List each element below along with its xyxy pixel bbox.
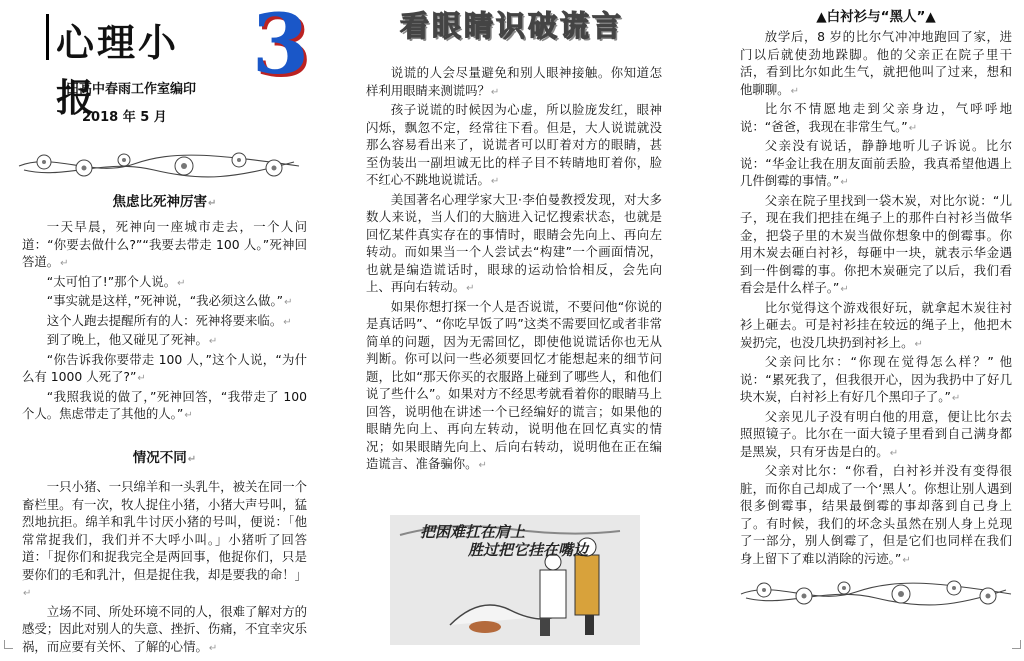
paragraph-mark: ↵ bbox=[23, 588, 32, 599]
paragraph-mark: ↵ bbox=[137, 373, 146, 384]
cartoon-caption-line2: 胜过把它挂在嘴边 bbox=[468, 541, 589, 559]
paragraph-mark: ↵ bbox=[490, 86, 500, 98]
cartoon-image bbox=[390, 515, 640, 645]
paragraph-mark: ↵ bbox=[889, 447, 899, 459]
paragraph-mark: ↵ bbox=[177, 277, 186, 289]
paragraph: “你告诉我你要带走 100 人，”这个人说，“为什么有 1000 人死了?”↵ bbox=[22, 351, 307, 384]
paragraph-mark: ↵ bbox=[466, 283, 475, 294]
paragraph: 美国著名心理学家大卫·李伯曼教授发现，对大多数人来说，当人们的大脑进入记忆搜索状态，也就是回忆某件真实存在的事情时，眼睛会先向上、再向左转动。而如果当一个人尝试去“构建”一个画面情况，也就是编造谎话时，眼球的运动恰恰相反，会先向上、再向右转动。↵ bbox=[366, 191, 662, 294]
paragraph: 父亲没有说话，静静地听儿子诉说。比尔说：“华金让我在朋友面前丢脸，我真希望他遇上几件倒霉的事情。”↵ bbox=[740, 138, 1012, 188]
paragraph-mark: ↵ bbox=[840, 177, 849, 188]
paragraph-mark: ↵ bbox=[208, 642, 218, 654]
story-eyes bbox=[366, 64, 662, 475]
paragraph-mark: ↵ bbox=[914, 338, 923, 350]
editor-line: 田高中春雨工作室编印 bbox=[66, 82, 197, 97]
paragraph-mark: ↵ bbox=[284, 297, 293, 308]
story-anxiety bbox=[22, 190, 307, 425]
paragraph-mark: ↵ bbox=[184, 410, 193, 421]
title-bar bbox=[46, 14, 49, 60]
paragraph-mark: ↵ bbox=[208, 336, 218, 347]
paragraph-mark: ↵ bbox=[840, 284, 849, 295]
paragraph-mark: ↵ bbox=[60, 258, 69, 269]
paragraph: “太可怕了!”那个人说。↵ bbox=[46, 273, 186, 289]
paragraph-mark: ↵ bbox=[790, 85, 799, 97]
paragraph-mark: ↵ bbox=[283, 316, 292, 328]
paragraph: 父亲在院子里找到一袋木炭，对比尔说：“儿子，现在我们把挂在绳子上的那件白衬衫当做华金，把袋子里的木炭当做你想象中的倒霉事。你用木炭去砸白衬衫，每砸中一块，就表示华金遇到一件倒霉的事。你把木炭砸完了以后，我们看看会是什么样子。”↵ bbox=[740, 192, 1012, 295]
story-shirt bbox=[740, 28, 1012, 569]
story-different bbox=[22, 446, 307, 657]
paragraph: 父亲问比尔：“你现在觉得怎么样？” 他说：“累死我了，但我很开心，因为我扔中了好几块木炭，白衬衫上有好几个黑印子了。”↵ bbox=[740, 354, 1012, 404]
paragraph: 放学后，8 岁的比尔气冲冲地跑回了家，进门以后就使劲地跺脚。他的父亲正在院子里干活，看到比尔如此生气，就把他叫了过来，想和他聊聊。↵ bbox=[740, 29, 1012, 97]
paragraph-mark: ↵ bbox=[908, 122, 918, 134]
paragraph: 比尔觉得这个游戏很好玩，就拿起木炭往衬衫上砸去。可是衬衫挂在较远的绳子上，他把木炭扔完，也没几块扔到衬衫上。↵ bbox=[740, 299, 1012, 350]
paragraph: 这个人跑去提醒所有的人：死神将要来临。↵ bbox=[46, 312, 292, 328]
paragraph: 一天早晨，死神向一座城市走去，一个人问道：“你要去做什么?”“我要去带走 100 人。”死神回答道。↵ bbox=[22, 219, 307, 269]
cartoon-caption-line1: 把困难扛在肩上 bbox=[420, 523, 526, 541]
paragraph: 父亲对比尔：“你看，白衬衫并没有变得很脏，而你自己却成了一个‘黑人’。你想让别人遇到很多倒霉事，结果最倒霉的事却落到自己身上了。有时候，我们的坏念头虽然在别人身上兑现了一部分，别人倒霉了，但是它们也同样在我们身上留下了难以消除的污迹。”↵ bbox=[740, 463, 1012, 566]
issue-number: 3 bbox=[252, 0, 310, 93]
floral-divider-bottom bbox=[736, 572, 1016, 614]
paragraph: 如果你想打探一个人是否说谎，不要问他“你说的是真话吗”、“你吃早饭了吗”这类不需要回忆或者非常简单的问题，因为无需回忆，即使他说谎话你也无从判断。你可以问一些必须要回忆才能想起来的细节问题，比如“那天你买的衣服路上碰到了哪些人，和他们说了些什么”。如果对方不经思考就看着你的眼睛马上回答，说明他在讲述一个已经编好的谎言；如果他的眼睛先向上、再向左转动，说明他在回忆真实的情况；如果眼睛先向上、后向右转动，说明他在正在编造谎言、准备骗你。↵ bbox=[366, 298, 662, 471]
story-title-eyes: 看眼睛识破谎言 bbox=[400, 9, 625, 43]
paragraph: “我照我说的做了，”死神回答，“我带走了 100 个人。焦虑带走了其他的人。”↵ bbox=[22, 388, 307, 421]
paragraph: 一只小猪、一只绵羊和一头乳牛，被关在同一个畜栏里。有一次，牧人捉住小猪，小猪大声号叫，猛烈地抗拒。绵羊和乳牛讨厌小猪的号叫，便说：「他常常捉我们，我们并不大呼小叫。」小猪听了回答道：「捉你们和捉我完全是两回事，他捉你们，只是要你们的毛和乳汁，但是捉住我，却是要我的命！」↵ bbox=[22, 479, 307, 599]
paragraph: 比尔不情愿地走到父亲身边，气呼呼地说：“爸爸，我现在非常生气。”↵ bbox=[740, 101, 1012, 134]
crop-mark-bottom-left bbox=[4, 640, 13, 649]
paragraph-mark: ↵ bbox=[951, 393, 961, 404]
story-title-different: 情况不同↵ bbox=[132, 450, 197, 466]
story-title-shirt: ▲白衬衫与“黑人”▲ bbox=[816, 9, 936, 25]
issue-date: 2018 年 5 月 bbox=[82, 110, 167, 125]
crop-mark-bottom-right bbox=[1012, 640, 1021, 649]
paragraph: 说谎的人会尽量避免和别人眼神接触。你知道怎样利用眼睛来测谎吗？↵ bbox=[366, 65, 662, 98]
paragraph: 到了晚上，他又碰见了死神。↵ bbox=[46, 332, 218, 347]
paragraph-mark: ↵ bbox=[902, 554, 911, 566]
newspaper-title: 心理小报 bbox=[56, 20, 180, 120]
paragraph: 父亲见儿子没有明白他的用意，便让比尔去照照镜子。比尔在一面大镜子里看到自己满身都是黑炭，只有牙齿是白的。↵ bbox=[740, 408, 1012, 459]
paragraph: 立场不同、所处环境不同的人，很难了解对方的感受；因此对别人的失意、挫折、伤痛，不宜幸灾乐祸，而应要有关怀、了解的心情。↵ bbox=[22, 603, 307, 654]
paragraph-mark: ↵ bbox=[478, 460, 487, 471]
paragraph-mark: ↵ bbox=[490, 176, 500, 187]
paragraph-mark: ↵ bbox=[187, 454, 197, 465]
paragraph-mark: ↵ bbox=[208, 198, 217, 209]
paragraph: “事实就是这样，”死神说，“我必须这么做。”↵ bbox=[46, 293, 293, 308]
paragraph: 孩子说谎的时候因为心虚，所以脸庞发红，眼神闪烁，飘忽不定，经常往下看。但是，大人说谎就没那么容易看出来了，说谎者可以盯着对方的眼睛，甚至伪装出一副坦诚无比的样子目不转睛地盯着你，脸不红心不跳地说谎话。↵ bbox=[366, 102, 662, 187]
story-title-anxiety: 焦虑比死神厉害↵ bbox=[112, 194, 217, 210]
floral-divider-top bbox=[14, 142, 304, 184]
